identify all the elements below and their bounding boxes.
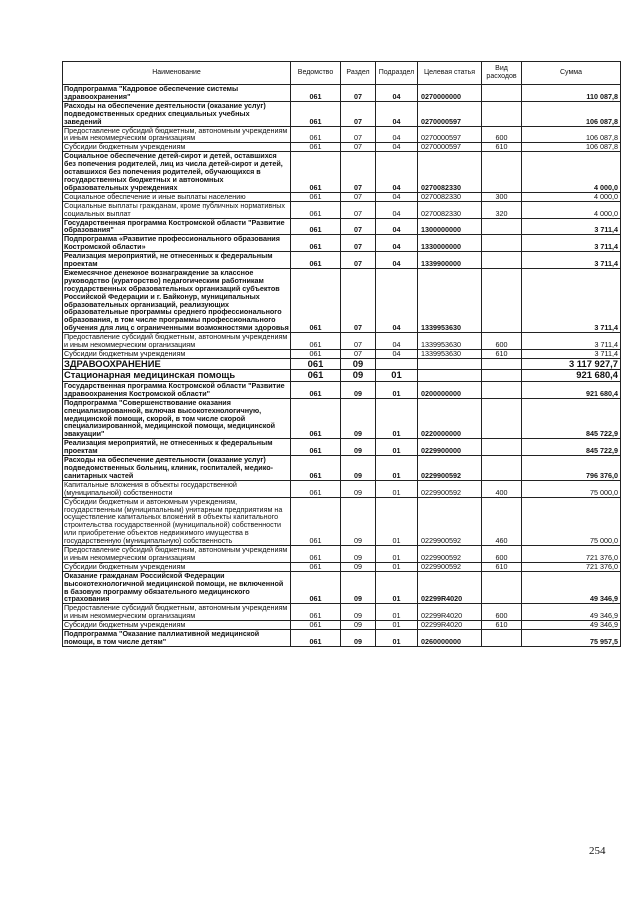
cell-expense-type bbox=[482, 85, 522, 102]
table-row bbox=[63, 358, 621, 370]
cell-section: 07 bbox=[341, 126, 376, 143]
cell-dept: 061 bbox=[291, 562, 341, 571]
table-row bbox=[63, 268, 621, 332]
cell-target: 0229900592 bbox=[418, 456, 482, 481]
cell-dept: 061 bbox=[291, 358, 341, 370]
cell-amount: 49 346,9 bbox=[522, 621, 621, 630]
cell-section: 07 bbox=[341, 268, 376, 332]
cell-target: 0229900592 bbox=[418, 562, 482, 571]
cell-amount: 106 087,8 bbox=[522, 101, 621, 126]
cell-section: 07 bbox=[341, 218, 376, 235]
cell-expense-type bbox=[482, 152, 522, 193]
cell-target: 1339953630 bbox=[418, 268, 482, 332]
table-row bbox=[63, 370, 621, 382]
cell-section: 09 bbox=[341, 621, 376, 630]
cell-subsection: 04 bbox=[376, 152, 418, 193]
cell-target: 0260000000 bbox=[418, 630, 482, 647]
cell-dept: 061 bbox=[291, 218, 341, 235]
cell-section: 07 bbox=[341, 101, 376, 126]
cell-amount: 921 680,4 bbox=[522, 370, 621, 382]
cell-subsection: 04 bbox=[376, 101, 418, 126]
cell-dept: 061 bbox=[291, 456, 341, 481]
cell-target: 0200000000 bbox=[418, 381, 482, 398]
cell-amount: 3 711,4 bbox=[522, 333, 621, 350]
cell-expense-type bbox=[482, 235, 522, 252]
cell-dept: 061 bbox=[291, 621, 341, 630]
cell-subsection: 01 bbox=[376, 546, 418, 563]
cell-name: Предоставление субсидий бюджетным, автономным учреждениям и иным некоммерческим организациям bbox=[63, 126, 291, 143]
cell-name: Субсидии бюджетным учреждениям bbox=[63, 621, 291, 630]
cell-dept: 061 bbox=[291, 85, 341, 102]
cell-amount: 796 376,0 bbox=[522, 456, 621, 481]
cell-section: 07 bbox=[341, 235, 376, 252]
column-header-expense-type: Вид расходов bbox=[482, 62, 522, 85]
cell-section: 07 bbox=[341, 85, 376, 102]
cell-expense-type: 600 bbox=[482, 333, 522, 350]
cell-name: Государственная программа Костромской области "Развитие образования" bbox=[63, 218, 291, 235]
cell-target: 0220000000 bbox=[418, 398, 482, 439]
cell-subsection: 04 bbox=[376, 201, 418, 218]
cell-dept: 061 bbox=[291, 480, 341, 497]
cell-dept: 061 bbox=[291, 126, 341, 143]
column-header-subsection: Подраздел bbox=[376, 62, 418, 85]
cell-dept: 061 bbox=[291, 101, 341, 126]
table-row bbox=[63, 381, 621, 398]
cell-target: 02299R4020 bbox=[418, 604, 482, 621]
cell-target: 1330000000 bbox=[418, 235, 482, 252]
cell-amount: 75 000,0 bbox=[522, 480, 621, 497]
cell-subsection: 04 bbox=[376, 126, 418, 143]
cell-amount: 106 087,8 bbox=[522, 126, 621, 143]
cell-amount: 49 346,9 bbox=[522, 571, 621, 604]
cell-dept: 061 bbox=[291, 333, 341, 350]
cell-name: Подпрограмма «Развитие профессионального образования Костромской области» bbox=[63, 235, 291, 252]
table-row bbox=[63, 192, 621, 201]
cell-target: 1339953630 bbox=[418, 333, 482, 350]
cell-target: 1339953630 bbox=[418, 350, 482, 359]
table-row bbox=[63, 497, 621, 545]
cell-amount: 3 711,4 bbox=[522, 268, 621, 332]
cell-section: 09 bbox=[341, 480, 376, 497]
cell-expense-type bbox=[482, 571, 522, 604]
cell-section: 09 bbox=[341, 370, 376, 382]
table-row bbox=[63, 218, 621, 235]
cell-dept: 061 bbox=[291, 571, 341, 604]
table-row bbox=[63, 630, 621, 647]
cell-target: 0270000000 bbox=[418, 85, 482, 102]
cell-name: Социальные выплаты гражданам, кроме публичных нормативных социальных выплат bbox=[63, 201, 291, 218]
cell-subsection: 01 bbox=[376, 630, 418, 647]
cell-dept: 061 bbox=[291, 398, 341, 439]
cell-expense-type bbox=[482, 370, 522, 382]
table-row bbox=[63, 571, 621, 604]
cell-section: 09 bbox=[341, 562, 376, 571]
cell-target: 0229900592 bbox=[418, 546, 482, 563]
cell-amount: 106 087,8 bbox=[522, 143, 621, 152]
cell-expense-type: 610 bbox=[482, 143, 522, 152]
cell-subsection: 04 bbox=[376, 252, 418, 269]
cell-section: 09 bbox=[341, 571, 376, 604]
cell-amount: 4 000,0 bbox=[522, 192, 621, 201]
table-row bbox=[63, 333, 621, 350]
table-row bbox=[63, 235, 621, 252]
cell-expense-type bbox=[482, 252, 522, 269]
cell-target: 1339900000 bbox=[418, 252, 482, 269]
cell-amount: 721 376,0 bbox=[522, 562, 621, 571]
cell-subsection bbox=[376, 358, 418, 370]
cell-expense-type: 320 bbox=[482, 201, 522, 218]
cell-amount: 845 722,9 bbox=[522, 439, 621, 456]
cell-expense-type bbox=[482, 101, 522, 126]
cell-section: 07 bbox=[341, 152, 376, 193]
cell-amount: 75 957,5 bbox=[522, 630, 621, 647]
column-header-dept: Ведомство bbox=[291, 62, 341, 85]
cell-target: 0270000597 bbox=[418, 101, 482, 126]
column-header-amount: Сумма bbox=[522, 62, 621, 85]
cell-subsection: 01 bbox=[376, 398, 418, 439]
cell-name: Ежемесячное денежное вознаграждение за классное руководство (кураторство) педагогическим работникам государственных образовательных организаций субъектов Российской Федерации и г. Байконур, муниципальных образовательных организаций, реализующих образовательные программы среднего профессионального образования, в том числе программы профессионального обучения для лиц с ограниченными возможностями здоровья bbox=[64, 268, 289, 333]
cell-amount: 721 376,0 bbox=[522, 546, 621, 563]
cell-dept: 061 bbox=[291, 497, 341, 545]
table-row bbox=[63, 101, 621, 126]
cell-section: 09 bbox=[341, 398, 376, 439]
cell-subsection: 01 bbox=[376, 497, 418, 545]
cell-dept: 061 bbox=[291, 268, 341, 332]
cell-expense-type bbox=[482, 381, 522, 398]
cell-expense-type bbox=[482, 439, 522, 456]
table-row bbox=[63, 201, 621, 218]
cell-name: Подпрограмма "Совершенствование оказания специализированной, включая высокотехнологичную, медицинской помощи, скорой, в том числе скорой специализированной, медицинской помощи, медицинской эвакуации" bbox=[63, 398, 291, 439]
cell-target: 0229900592 bbox=[418, 480, 482, 497]
cell-section: 07 bbox=[341, 252, 376, 269]
cell-name: Социальное обеспечение и иные выплаты населению bbox=[63, 192, 291, 201]
cell-amount: 3 711,4 bbox=[522, 252, 621, 269]
cell-target: 0229900000 bbox=[418, 439, 482, 456]
table-row bbox=[63, 546, 621, 563]
cell-dept: 061 bbox=[291, 192, 341, 201]
cell-section: 09 bbox=[341, 439, 376, 456]
cell-name: Капитальные вложения в объекты государственной (муниципальной) собственности bbox=[63, 480, 291, 497]
cell-section: 09 bbox=[341, 604, 376, 621]
cell-expense-type: 600 bbox=[482, 546, 522, 563]
cell-amount: 4 000,0 bbox=[522, 152, 621, 193]
cell-name: Реализация мероприятий, не отнесенных к федеральным проектам bbox=[63, 439, 291, 456]
cell-expense-type: 600 bbox=[482, 126, 522, 143]
cell-name: Расходы на обеспечение деятельности (оказание услуг) подведомственных средних специальных учебных заведений bbox=[63, 101, 291, 126]
cell-subsection: 04 bbox=[376, 143, 418, 152]
cell-target: 02299R4020 bbox=[418, 571, 482, 604]
cell-name: Предоставление субсидий бюджетным, автономным учреждениям и иным некоммерческим организациям bbox=[63, 333, 291, 350]
column-header-section: Раздел bbox=[341, 62, 376, 85]
cell-amount: 110 087,8 bbox=[522, 85, 621, 102]
cell-name: Расходы на обеспечение деятельности (оказание услуг) подведомственных больниц, клиник, госпиталей, медико-санитарных частей bbox=[63, 456, 291, 481]
cell-dept: 061 bbox=[291, 143, 341, 152]
table-body bbox=[63, 85, 621, 647]
cell-dept: 061 bbox=[291, 604, 341, 621]
cell-subsection: 01 bbox=[376, 621, 418, 630]
cell-name: Субсидии бюджетным учреждениям bbox=[63, 143, 291, 152]
cell-section: 07 bbox=[341, 192, 376, 201]
cell-expense-type: 300 bbox=[482, 192, 522, 201]
cell-subsection: 04 bbox=[376, 192, 418, 201]
table-row bbox=[63, 398, 621, 439]
cell-subsection: 04 bbox=[376, 268, 418, 332]
cell-expense-type: 400 bbox=[482, 480, 522, 497]
cell-target: 0270082330 bbox=[418, 152, 482, 193]
cell-expense-type bbox=[482, 456, 522, 481]
cell-dept: 061 bbox=[291, 201, 341, 218]
cell-expense-type: 460 bbox=[482, 497, 522, 545]
cell-name: Реализация мероприятий, не отнесенных к федеральным проектам bbox=[63, 252, 291, 269]
cell-subsection: 01 bbox=[376, 439, 418, 456]
cell-target: 0270082330 bbox=[418, 201, 482, 218]
cell-section: 09 bbox=[341, 358, 376, 370]
cell-expense-type: 610 bbox=[482, 562, 522, 571]
cell-dept: 061 bbox=[291, 370, 341, 382]
cell-expense-type bbox=[482, 398, 522, 439]
table-row bbox=[63, 439, 621, 456]
cell-subsection: 01 bbox=[376, 562, 418, 571]
table-row bbox=[63, 562, 621, 571]
page-number: 254 bbox=[589, 845, 606, 857]
cell-target bbox=[418, 370, 482, 382]
cell-subsection: 04 bbox=[376, 85, 418, 102]
table-row bbox=[63, 143, 621, 152]
cell-name: Субсидии бюджетным учреждениям bbox=[63, 350, 291, 359]
cell-target: 0229900592 bbox=[418, 497, 482, 545]
cell-dept: 061 bbox=[291, 350, 341, 359]
cell-amount: 75 000,0 bbox=[522, 497, 621, 545]
cell-dept: 061 bbox=[291, 152, 341, 193]
cell-expense-type bbox=[482, 268, 522, 332]
cell-target: 02299R4020 bbox=[418, 621, 482, 630]
cell-expense-type bbox=[482, 218, 522, 235]
table-row bbox=[63, 604, 621, 621]
cell-amount: 4 000,0 bbox=[522, 201, 621, 218]
cell-name: Субсидии бюджетным учреждениям bbox=[63, 562, 291, 571]
cell-name: Социальное обеспечение детей-сирот и детей, оставшихся без попечения родителей, лиц из числа детей-сирот и детей, оставшихся без попечения родителей, обучающихся в государственных бюджетных и автономных образовательных учреждениях bbox=[63, 152, 291, 193]
table-row bbox=[63, 252, 621, 269]
cell-amount: 3 711,4 bbox=[522, 235, 621, 252]
cell-section: 07 bbox=[341, 143, 376, 152]
cell-name: Государственная программа Костромской области "Развитие здравоохранения Костромской области" bbox=[63, 381, 291, 398]
cell-name: Подпрограмма "Кадровое обеспечение системы здравоохранения" bbox=[63, 85, 291, 102]
cell-subsection: 01 bbox=[376, 381, 418, 398]
cell-name: ЗДРАВООХРАНЕНИЕ bbox=[63, 358, 291, 370]
cell-subsection: 01 bbox=[376, 480, 418, 497]
cell-name: Подпрограмма "Оказание паллиативной медицинской помощи, в том числе детям" bbox=[63, 630, 291, 647]
cell-target: 1300000000 bbox=[418, 218, 482, 235]
cell-subsection: 04 bbox=[376, 235, 418, 252]
cell-subsection: 01 bbox=[376, 370, 418, 382]
cell-section: 09 bbox=[341, 456, 376, 481]
budget-table bbox=[62, 61, 621, 647]
cell-name: Субсидии бюджетным и автономным учреждениям, государственным (муниципальным) унитарным предприятиям на осуществление капитальных вложений в объекты капитального строительства государственной (муниципальной) собственности или приобретение объектов недвижимого имущества в государственную (муниципальную) собственность bbox=[63, 497, 291, 545]
table-row bbox=[63, 152, 621, 193]
cell-section: 09 bbox=[341, 630, 376, 647]
cell-amount: 3 117 927,7 bbox=[522, 358, 621, 370]
cell-subsection: 04 bbox=[376, 350, 418, 359]
cell-dept: 061 bbox=[291, 381, 341, 398]
table-row bbox=[63, 456, 621, 481]
cell-section: 07 bbox=[341, 333, 376, 350]
cell-target: 0270000597 bbox=[418, 143, 482, 152]
cell-section: 07 bbox=[341, 350, 376, 359]
cell-subsection: 01 bbox=[376, 456, 418, 481]
cell-amount: 3 711,4 bbox=[522, 350, 621, 359]
cell-expense-type: 610 bbox=[482, 350, 522, 359]
cell-expense-type bbox=[482, 630, 522, 647]
cell-section: 09 bbox=[341, 381, 376, 398]
cell-amount: 845 722,9 bbox=[522, 398, 621, 439]
table-row bbox=[63, 85, 621, 102]
cell-dept: 061 bbox=[291, 252, 341, 269]
table-row bbox=[63, 350, 621, 359]
cell-section: 09 bbox=[341, 546, 376, 563]
table-row bbox=[63, 480, 621, 497]
table-row bbox=[63, 621, 621, 630]
cell-expense-type: 610 bbox=[482, 621, 522, 630]
cell-dept: 061 bbox=[291, 439, 341, 456]
cell-section: 07 bbox=[341, 201, 376, 218]
cell-target bbox=[418, 358, 482, 370]
cell-subsection: 01 bbox=[376, 604, 418, 621]
cell-amount: 921 680,4 bbox=[522, 381, 621, 398]
cell-name: Стационарная медицинская помощь bbox=[63, 370, 291, 382]
column-header-target: Целевая статья bbox=[418, 62, 482, 85]
cell-target: 0270000597 bbox=[418, 126, 482, 143]
table-header-row bbox=[63, 62, 621, 85]
cell-subsection: 04 bbox=[376, 333, 418, 350]
cell-name: Предоставление субсидий бюджетным, автономным учреждениям и иным некоммерческим организациям bbox=[63, 604, 291, 621]
cell-expense-type: 600 bbox=[482, 604, 522, 621]
cell-amount: 49 346,9 bbox=[522, 604, 621, 621]
cell-subsection: 04 bbox=[376, 218, 418, 235]
cell-expense-type bbox=[482, 358, 522, 370]
cell-target: 0270082330 bbox=[418, 192, 482, 201]
column-header-name: Наименование bbox=[63, 62, 291, 85]
cell-name: Оказание гражданам Российской Федерации высокотехнологичной медицинской помощи, не включенной в базовую программу обязательного медицинского страхования bbox=[63, 571, 291, 604]
cell-name: Предоставление субсидий бюджетным, автономным учреждениям и иным некоммерческим организациям bbox=[63, 546, 291, 563]
cell-section: 09 bbox=[341, 497, 376, 545]
cell-subsection: 01 bbox=[376, 571, 418, 604]
table-row bbox=[63, 126, 621, 143]
cell-amount: 3 711,4 bbox=[522, 218, 621, 235]
cell-dept: 061 bbox=[291, 546, 341, 563]
cell-dept: 061 bbox=[291, 235, 341, 252]
cell-dept: 061 bbox=[291, 630, 341, 647]
